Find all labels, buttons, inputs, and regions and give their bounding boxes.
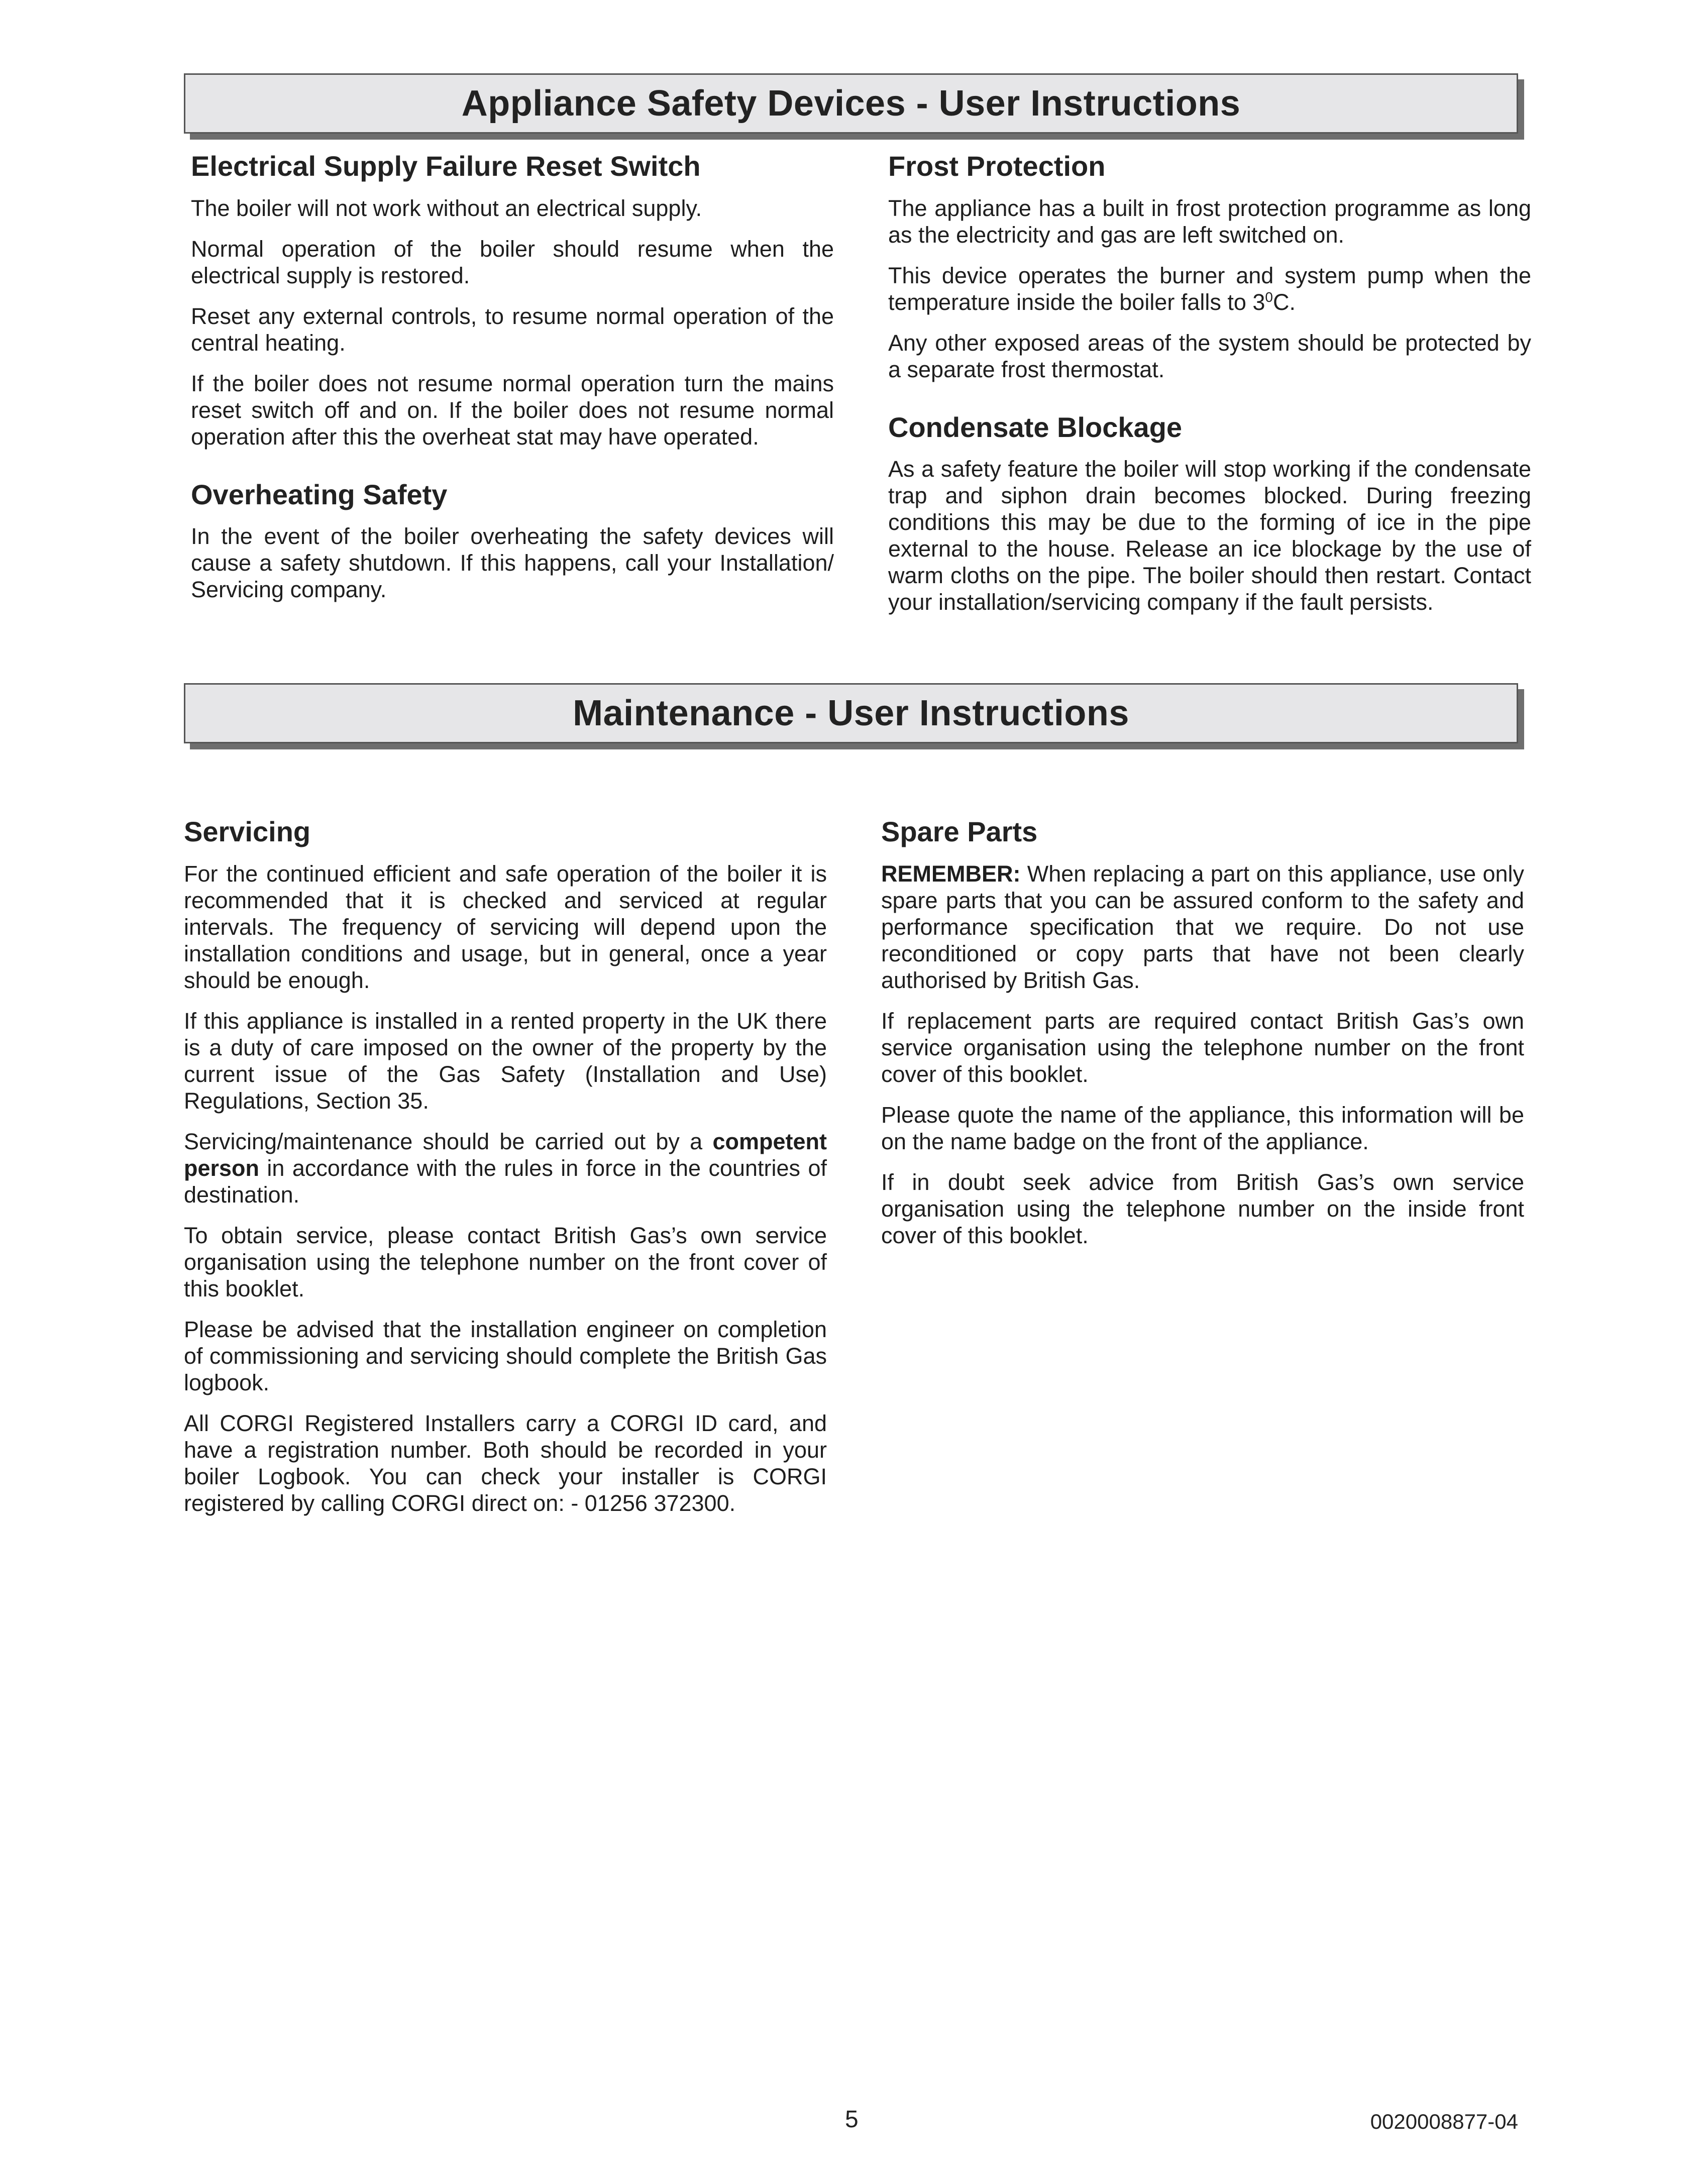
safety-right-column [888, 151, 1531, 629]
paragraph: The boiler will not work without an electrical supply. [191, 195, 702, 221]
maintenance-left-column [184, 816, 827, 1531]
paragraph-corgi: All CORGI Registered Installers carry a CORGI ID card, and have a registration number. Both should be recorded in your boiler Logbook. You can check your installer is CORGI registered by calling CORGI direct on: - 01256 372300. [184, 1410, 827, 1516]
document-code: 0020008877-04 [1370, 2110, 1518, 2133]
safety-left-column [191, 151, 834, 617]
paragraph: If in doubt seek advice from British Gas’s own service organisation using the telephone number on the inside front cover of this booklet. [881, 1169, 1524, 1248]
paragraph: As a safety feature the boiler will stop working if the condensate trap and siphon drain becomes blocked. During freezing conditions this may be due to the forming of ice in the pipe external to the house. Release an ice blockage by the use of warm cloths on the pipe. The boiler should then restart. Contact your installation/servicing company if the fault persists. [888, 456, 1531, 615]
heading-spare-parts: Spare Parts [881, 816, 1038, 847]
heading-frost-protection: Frost Protection [888, 150, 1106, 182]
heading-reset-switch: Electrical Supply Failure Reset Switch [191, 150, 701, 182]
paragraph: Please quote the name of the appliance, this information will be on the name badge on the front of the appliance. [881, 1102, 1524, 1154]
paragraph-remember: REMEMBER: When replacing a part on this appliance, use only spare parts that you can be assured conform to the safety and performance specification that we require. Do not use reconditioned or copy parts that have not been clearly authorised by British Gas. [881, 860, 1524, 993]
paragraph: If this appliance is installed in a rented property in the UK there is a duty of care imposed on the owner of the property by the current issue of the Gas Safety (Installation and Use) Regulations, Section 35. [184, 1008, 827, 1114]
paragraph: Any other exposed areas of the system should be protected by a separate frost thermostat. [888, 330, 1531, 382]
section-banner-maintenance [184, 683, 1518, 743]
paragraph: Reset any external controls, to resume normal operation of the central heating. [191, 303, 834, 356]
page-number: 5 [845, 2106, 859, 2133]
paragraph-frost-temperature: This device operates the burner and system pump when the temperature inside the boiler falls to $3^0C$. [888, 262, 1531, 315]
paragraph: If replacement parts are required contact British Gas’s own service organisation using the telephone number on the front cover of this booklet. [881, 1008, 1524, 1087]
paragraph-competent-person: Servicing/maintenance should be carried out by a competent person in accordance with the rules in force in the countries of destination. [184, 1128, 827, 1208]
paragraph: Normal operation of the boiler should resume when the electrical supply is restored. [191, 236, 834, 288]
heading-servicing: Servicing [184, 816, 311, 847]
paragraph: Please be advised that the installation engineer on completion of commissioning and servicing should complete the British Gas logbook. [184, 1316, 827, 1395]
paragraph: If the boiler does not resume normal operation turn the mains reset switch off and on. If the boiler does not resume normal operation after this the overheat stat may have operated. [191, 370, 834, 450]
paragraph: For the continued efficient and safe operation of the boiler it is recommended that it is checked and serviced at regular intervals. The frequency of servicing will depend upon the installation conditions and usage, but in general, once a year should be enough. [184, 860, 827, 993]
section-title-safety: Appliance Safety Devices - User Instructions [461, 83, 1241, 124]
heading-condensate-blockage: Condensate Blockage [888, 411, 1183, 443]
maintenance-right-column [881, 816, 1524, 1263]
section-title-maintenance: Maintenance - User Instructions [573, 693, 1129, 733]
paragraph: The appliance has a built in frost protection programme as long as the electricity and gas are left switched on. [888, 195, 1531, 248]
heading-overheating-safety: Overheating Safety [191, 478, 448, 510]
section-banner-safety [184, 73, 1518, 134]
paragraph: To obtain service, please contact British Gas’s own service organisation using the telephone number on the front cover of this booklet. [184, 1222, 827, 1301]
paragraph: In the event of the boiler overheating the safety devices will cause a safety shutdown. If this happens, call your Installation/ Servicing company. [191, 523, 834, 603]
